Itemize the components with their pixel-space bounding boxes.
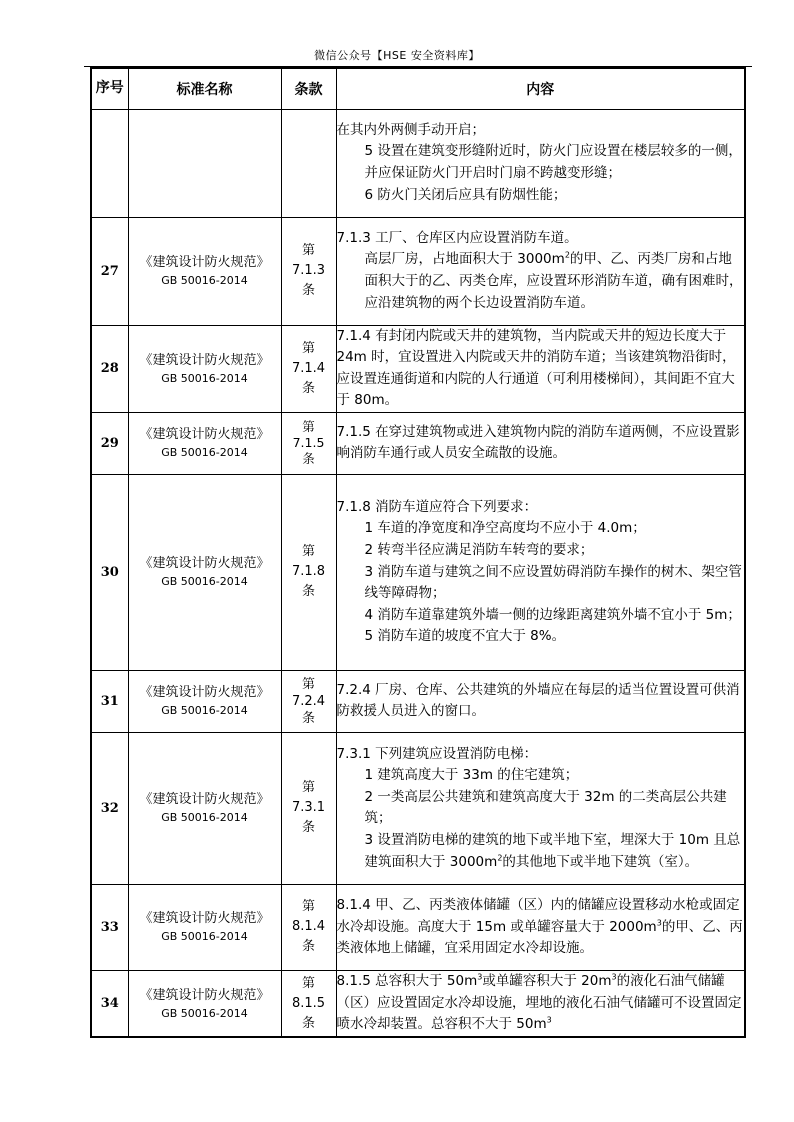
- cell-num: 27: [91, 217, 128, 325]
- standard-code: GB 50016-2014: [161, 575, 248, 589]
- standard-code: GB 50016-2014: [161, 446, 248, 460]
- header-content: 内容: [336, 68, 745, 109]
- standard-code: GB 50016-2014: [161, 274, 248, 287]
- cell-num: 28: [91, 325, 128, 412]
- cell-name: [128, 474, 281, 670]
- cell-name: [128, 884, 281, 970]
- standard-code: GB 50016-2014: [161, 371, 248, 385]
- standard-name: 《建筑设计防火规范》: [139, 255, 270, 270]
- content-line: 8.1.5 总容积大于 $50m^3$或单罐容积大于 $20m^3$的液化石油气储罐（区）应设置固定水冷却设施，埋地的液化石油气储罐可不设置固定喷水冷却装置。总容积不大于 $50m^3$: [336, 972, 742, 1033]
- cell-clause: 第 7.2.4 条: [281, 670, 336, 732]
- cell-clause: 第 8.1.5 条: [281, 970, 336, 1037]
- content-line: 7.1.3 工厂、仓库区内应设置消防车道。: [336, 229, 578, 246]
- standard-name: 《建筑设计防火规范》: [139, 792, 270, 808]
- content-line: 1 车道的净宽度和净空高度均不应小于 4.0m；: [364, 520, 646, 537]
- page-header: 微信公众号【HSE 安全资料库】: [314, 49, 480, 62]
- content-line: 3 消防车道与建筑之间不应设置妨碍消防车操作的树木、架空管线等障碍物；: [364, 563, 742, 602]
- content-line: 2 转弯半径应满足消防车转弯的要求；: [364, 541, 594, 558]
- content-line: 3 设置消防电梯的建筑的地下或半地下室，埋深大于 10m 且总建筑面积大于 $3000m^2$的其他地下或半地下建筑（室）。: [364, 831, 741, 870]
- table-row: [91, 670, 745, 732]
- standard-code: GB 50016-2014: [161, 1006, 248, 1020]
- content-line: 5 消防车道的坡度不宜大于 8%。: [364, 628, 566, 645]
- table-row-continuation: [91, 109, 745, 217]
- header-name: 标准名称: [128, 68, 281, 109]
- cell-num: 32: [91, 732, 128, 884]
- cell-name: [128, 217, 281, 325]
- content-line: 7.1.8 消防车道应符合下列要求：: [336, 498, 538, 515]
- content-line: 7.2.4 厂房、仓库、公共建筑的外墙应在每层的适当位置设置可供消防救援人员进入的窗口。: [336, 681, 740, 720]
- header-clause: 条款: [281, 68, 336, 109]
- header-seq: 序号: [91, 68, 128, 109]
- standard-name: 《建筑设计防火规范》: [139, 556, 270, 572]
- cell-clause: 第 7.1.4 条: [281, 325, 336, 412]
- cell-content: [336, 970, 745, 1037]
- standard-code: GB 50016-2014: [161, 811, 248, 825]
- cell-clause: 第 7.1.8 条: [281, 474, 336, 670]
- cell-clause: 第 7.3.1 条: [281, 732, 336, 884]
- standard-name: 《建筑设计防火规范》: [139, 685, 270, 701]
- standard-name: 《建筑设计防火规范》: [139, 427, 270, 443]
- content-line: 8.1.4 甲、乙、丙类液体储罐（区）内的储罐应设置移动水枪或固定水冷却设施。高度大于 15m 或单罐容量大于 $2000m^3$的甲、乙、丙类液体地上储罐，宜采用固定水冷却设施。: [336, 896, 743, 957]
- content-line: 在其内外两侧手动开启；: [336, 121, 485, 138]
- table-row: [91, 217, 745, 325]
- cell-num: [91, 109, 128, 217]
- cell-num: 34: [91, 970, 128, 1037]
- content-line: 7.3.1 下列建筑应设置消防电梯：: [336, 745, 538, 762]
- table-row: [91, 732, 745, 884]
- cell-content: [336, 217, 745, 325]
- cell-content: [336, 884, 745, 970]
- cell-content: [336, 732, 745, 884]
- cell-content: [336, 325, 745, 412]
- cell-num: 29: [91, 412, 128, 474]
- cell-name: [128, 325, 281, 412]
- content-line: 6 防火门关闭后应具有防烟性能；: [364, 186, 567, 203]
- table-row: [91, 474, 745, 670]
- cell-name: [128, 109, 281, 217]
- cell-clause: 第 8.1.4 条: [281, 884, 336, 970]
- cell-content: [336, 474, 745, 670]
- content-line: 5 设置在建筑变形缝附近时，防火门应设置在楼层较多的一侧，并应保证防火门开启时门扇不跨越变形缝；: [364, 143, 742, 181]
- standard-code: GB 50016-2014: [161, 704, 248, 718]
- table-row: [91, 970, 745, 1037]
- content-line: 7.1.4 有封闭内院或天井的建筑物，当内院或天井的短边长度大于 24m 时，宜设置进入内院或天井的消防车道；当该建筑物沿街时，应设置连通街道和内院的人行通道（可利用楼梯间），其间距不宜大于 80m。: [336, 327, 736, 409]
- table-row: [91, 325, 745, 412]
- cell-num: 31: [91, 670, 128, 732]
- standard-code: GB 50016-2014: [161, 930, 248, 944]
- cell-name: [128, 412, 281, 474]
- cell-name: [128, 732, 281, 884]
- table-header-row: [91, 68, 745, 109]
- content-line: 2 一类高层公共建筑和建筑高度大于 32m 的二类高层公共建筑；: [364, 788, 727, 827]
- content-line: 1 建筑高度大于 33m 的住宅建筑；: [364, 767, 579, 784]
- content-line: 高层厂房，占地面积大于 $3000m^2$的甲、乙、丙类厂房和占地面积大于的乙、丙类仓库，应设置环形消防车道，确有困难时，应沿建筑物的两个长边设置消防车道。: [364, 250, 743, 311]
- cell-content: [336, 412, 745, 474]
- standard-name: 《建筑设计防火规范》: [139, 911, 270, 927]
- fire-code-table: [90, 67, 746, 1038]
- table-row: [91, 884, 745, 970]
- cell-name: [128, 670, 281, 732]
- content-line: 7.1.5 在穿过建筑物或进入建筑物内院的消防车道两侧，不应设置影响消防车通行或人员安全疏散的设施。: [336, 423, 740, 462]
- table-row: [91, 412, 745, 474]
- standard-name: 《建筑设计防火规范》: [139, 987, 270, 1003]
- cell-clause: [281, 109, 336, 217]
- cell-num: 33: [91, 884, 128, 970]
- cell-num: 30: [91, 474, 128, 670]
- cell-clause: 第 7.1.3 条: [281, 217, 336, 325]
- standard-name: 《建筑设计防火规范》: [139, 352, 270, 368]
- cell-name: [128, 970, 281, 1037]
- cell-clause: 第 7.1.5 条: [281, 412, 336, 474]
- cell-content: [336, 670, 745, 732]
- cell-content: [336, 109, 745, 217]
- content-line: 4 消防车道靠建筑外墙一侧的边缘距离建筑外墙不宜小于 5m；: [364, 606, 741, 623]
